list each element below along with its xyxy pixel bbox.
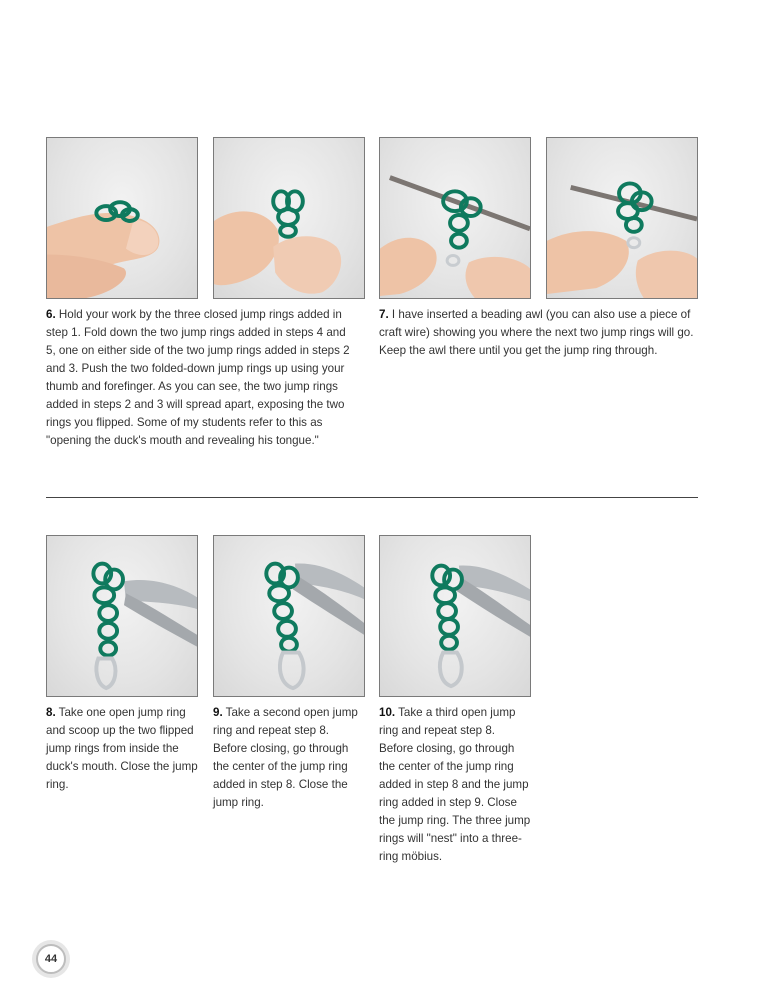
step-text: I have inserted a beading awl (you can also use a piece of craft wire) showing you where the next two jump rings will go. Keep the awl there until you get the jump ring through. <box>379 308 694 357</box>
step-8-caption <box>46 704 198 794</box>
section-divider <box>46 497 698 498</box>
photo-step10 <box>379 535 531 697</box>
step-10-caption <box>379 704 531 866</box>
step-number: 6. <box>46 308 56 321</box>
photo-step6-a <box>46 137 198 299</box>
step-text: Take a third open jump ring and repeat step 8. Before closing, go through the center of the jump ring added in step 8 and the jump ring added in step 9. Close the jump ring. The three jump rings will "nest" into a three-ring möbius. <box>379 706 531 863</box>
photo-step7-b <box>546 137 698 299</box>
step-number: 8. <box>46 706 56 719</box>
step-text: Take one open jump ring and scoop up the two flipped jump rings from inside the duck's mouth. Close the jump ring. <box>46 706 198 791</box>
step-number: 7. <box>379 308 389 321</box>
photo-step7-a <box>379 137 531 299</box>
page-number: 44 <box>36 944 66 974</box>
step-number: 9. <box>213 706 223 719</box>
step-9-caption <box>213 704 365 812</box>
photo-step6-b <box>213 137 365 299</box>
step-text: Hold your work by the three closed jump rings added in step 1. Fold down the two jump rings added in steps 4 and 5, one on either side of the two jump rings added in steps 2 and 3. Push the two folded-down jump rings up using your thumb and forefinger. As you can see, the two jump rings added in steps 2 and 3 will spread apart, exposing the two rings you flipped. Some of my students refer to this as "opening the duck's mouth and revealing his tongue." <box>46 308 350 447</box>
step-6-caption <box>46 306 358 450</box>
photo-step8 <box>46 535 198 697</box>
step-7-caption <box>379 306 695 360</box>
photo-step9 <box>213 535 365 697</box>
step-text: Take a second open jump ring and repeat step 8. Before closing, go through the center of the jump ring added in step 8. Close the jump ring. <box>213 706 358 809</box>
step-number: 10. <box>379 706 396 719</box>
